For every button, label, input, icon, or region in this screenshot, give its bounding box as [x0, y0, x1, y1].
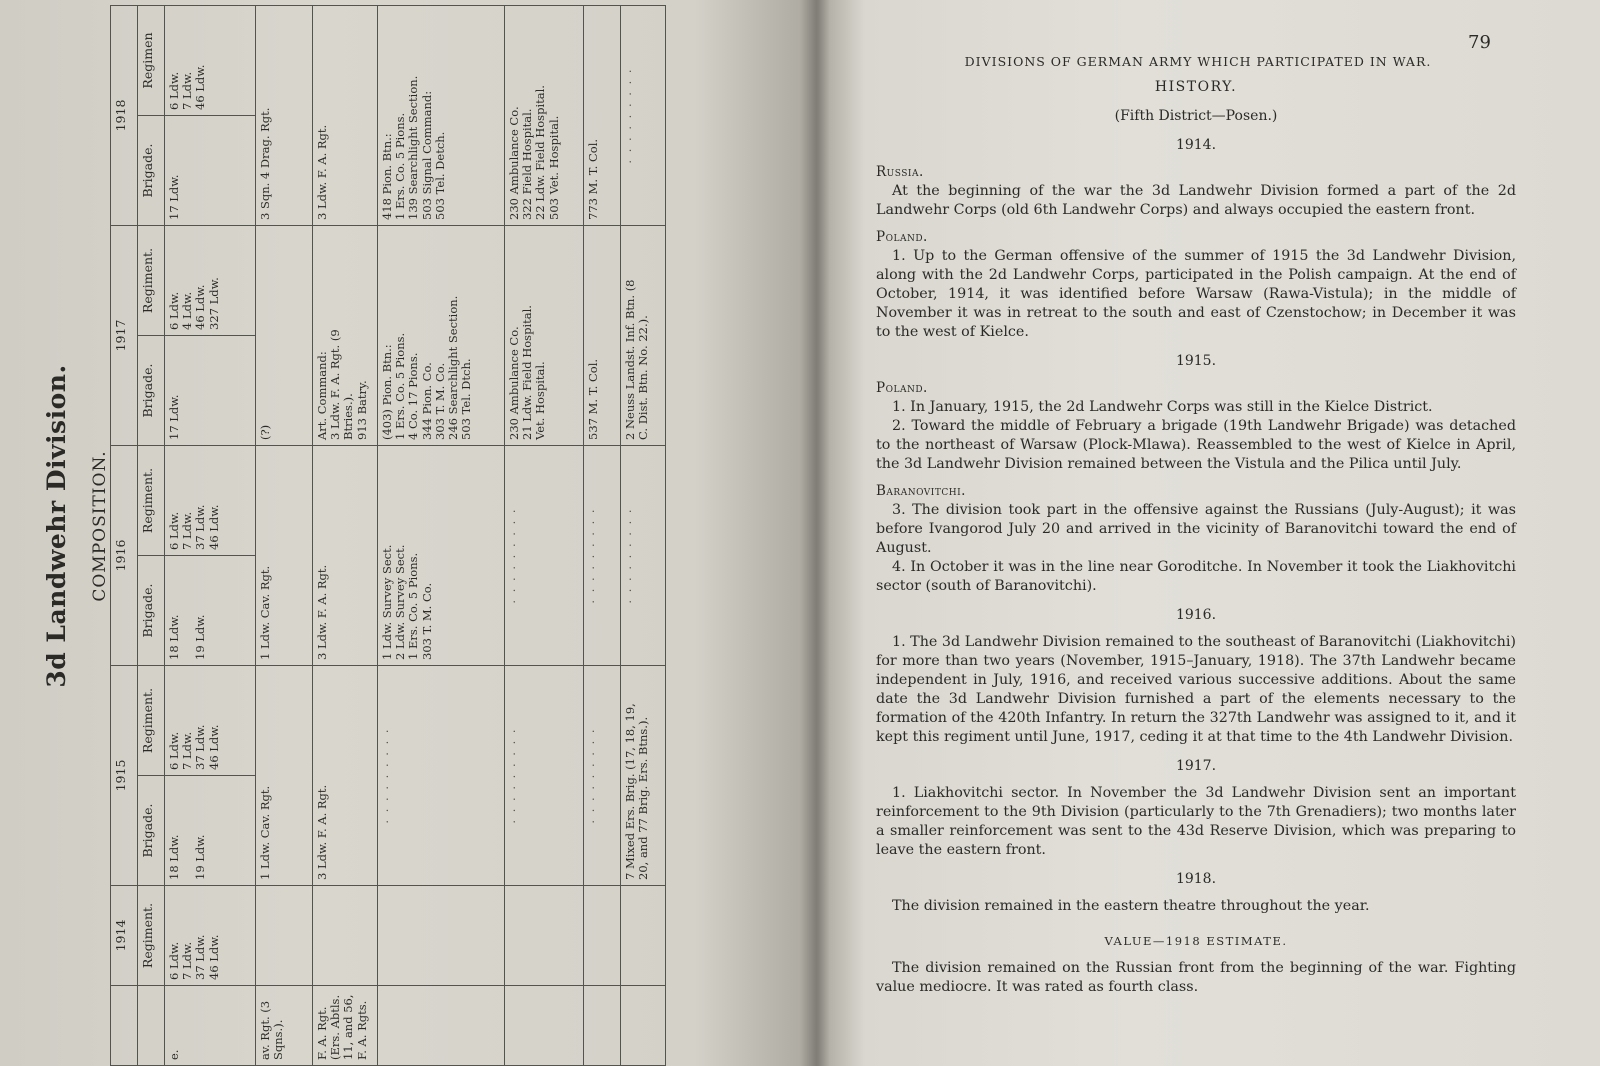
paragraph: 4. In October it was in the line near Goroditche. In November it took the Liakhovitchi sector (south of Baranovitchi).: [876, 559, 1516, 594]
column-header: Regiment.: [138, 666, 165, 776]
table-cell: 2 Neuss Landst. Inf. Btn. (8 C. Dist. Btn. No. 22.).: [621, 226, 666, 446]
paragraph: At the beginning of the war the 3d Landwehr Division formed a part of the 2d Landwehr Corps (old 6th Landwehr Corps) and always occupied the eastern front.: [876, 183, 1516, 218]
year-header: 1918: [111, 6, 138, 226]
row-label: e.: [165, 986, 256, 1066]
table-cell: [313, 886, 378, 986]
table-row: [313, 6, 378, 1066]
column-header: Regiment.: [138, 886, 165, 986]
corner-header-2: [138, 986, 165, 1066]
table-cell: [256, 886, 313, 986]
composition-heading: COMPOSITION.: [90, 450, 110, 602]
table-cell: 7 Mixed Ers. Brig. (17, 18, 19, 20, and 77 Brig. Ers. Btns.).: [621, 666, 666, 886]
composition-body: [165, 6, 666, 1066]
table-cell: [378, 886, 505, 986]
district-subtitle: (Fifth District—Posen.): [1114, 108, 1278, 124]
table-cell: 418 Pion. Btn.: 1 Ers. Co. 5 Pions. 139 Searchlight Section. 503 Signal Command: 503 Tel. Detch.: [378, 6, 505, 226]
table-cell: 18 Ldw. 19 Ldw.: [165, 556, 256, 666]
table-cell: 1 Ldw. Survey Sect. 2 Ldw. Survey Sect. 1 Ers. Co. 5 Pions. 303 T. M. Co.: [378, 446, 505, 666]
column-header-row: [138, 6, 165, 1066]
row-label: [378, 986, 505, 1066]
year-header: 1917: [111, 226, 138, 446]
section-russia: Russia.: [876, 164, 924, 180]
column-header: Regiment.: [138, 446, 165, 556]
row-label: F. A. Rgt. (Ers. Abtls. 11, and 56, F. A. Rgts.: [313, 986, 378, 1066]
table-row: [584, 6, 621, 1066]
row-label: [621, 986, 666, 1066]
page-number: 79: [1468, 32, 1491, 53]
paragraph: 1. Up to the German offensive of the summer of 1915 the 3d Landwehr Division, along with the 2d Landwehr Corps, participated in the Polish campaign. At the end of October, 1914, it was identified before Warsaw (Rawa-Vistula); in the middle of November it was in retreat to the south and east of Czenstochow; in December it was to the west of Kielce.: [876, 248, 1516, 340]
table-cell: 230 Ambulance Co. 21 Ldw. Field Hospital. Vet. Hospital.: [505, 226, 584, 446]
table-cell: 6 Ldw. 4 Ldw. 46 Ldw. 327 Ldw.: [165, 226, 256, 336]
year-heading-1916: 1916.: [1175, 607, 1217, 623]
table-cell: 1 Ldw. Cav. Rgt.: [256, 446, 313, 666]
column-header: Regimen: [138, 6, 165, 116]
table-row: [621, 6, 666, 1066]
year-header: 1915: [111, 666, 138, 886]
column-header: Brigade.: [138, 556, 165, 666]
table-cell: 3 Sqn. 4 Drag. Rgt.: [256, 6, 313, 226]
table-cell: · · · · · · · · ·: [505, 666, 584, 886]
table-cell: 6 Ldw. 7 Ldw. 37 Ldw. 46 Ldw.: [165, 666, 256, 776]
division-title: 3d Landwehr Division.: [42, 364, 71, 688]
table-row: [378, 6, 505, 1066]
table-cell: 17 Ldw.: [165, 116, 256, 226]
paragraph: 2. Toward the middle of February a brigade (19th Landwehr Brigade) was detached to the northeast of Warsaw (Plock-Mlawa). Reassembled to the west of Kielce in April, the 3d Landwehr Division remained between the Vistula and the Pilica until July.: [876, 418, 1516, 472]
column-header: Brigade.: [138, 776, 165, 886]
row-label: [505, 986, 584, 1066]
table-cell: 6 Ldw. 7 Ldw. 37 Ldw. 46 Ldw.: [165, 446, 256, 556]
table-row: [505, 6, 584, 1066]
paragraph: 3. The division took part in the offensive against the Russians (July-August); it was before Ivangorod July 20 and arrived in the vicinity of Baranovitchi toward the end of August.: [876, 502, 1516, 556]
table-cell: Art. Command: 3 Ldw. F. A. Rgt. (9 Btries.). 913 Batry.: [313, 226, 378, 446]
row-label: [584, 986, 621, 1066]
composition-table: [110, 5, 666, 1066]
section-poland: Poland.: [876, 229, 928, 245]
paragraph: 1. In January, 1915, the 2d Landwehr Corps was still in the Kielce District.: [892, 399, 1433, 415]
table-cell: (?): [256, 226, 313, 446]
table-cell: · · · · · · · · ·: [584, 446, 621, 666]
table-cell: · · · · · · · · ·: [378, 666, 505, 886]
column-header: Regiment.: [138, 226, 165, 336]
history-heading: HISTORY.: [1154, 79, 1238, 95]
table-cell: 230 Ambulance Co. 322 Field Hospital. 22 Ldw. Field Hospital. 503 Vet. Hospital.: [505, 6, 584, 226]
table-cell: 6 Ldw. 7 Ldw. 46 Ldw.: [165, 6, 256, 116]
column-header: Brigade.: [138, 116, 165, 226]
year-heading-1918: 1918.: [1175, 871, 1217, 887]
row-label: av. Rgt. (3 Sqns.).: [256, 986, 313, 1066]
table-row: [165, 6, 256, 1066]
running-head: DIVISIONS OF GERMAN ARMY WHICH PARTICIPATED IN WAR.: [964, 54, 1432, 69]
table-cell: 6 Ldw. 7 Ldw. 37 Ldw. 46 Ldw.: [165, 886, 256, 986]
table-cell: [621, 886, 666, 986]
table-cell: 18 Ldw. 19 Ldw.: [165, 776, 256, 886]
column-header: Brigade.: [138, 336, 165, 446]
year-heading-1915: 1915.: [1175, 353, 1217, 369]
section-poland-1915: Poland.: [876, 380, 928, 396]
book-gutter: [800, 0, 830, 1066]
paragraph: 1. Liakhovitchi sector. In November the 3d Landwehr Division sent an important reinforcement to the 9th Division (particularly to the 7th Grenadiers); two months later a smaller reinforcement was sent to the 43d Reserve Division, which was preparing to leave the eastern front.: [876, 785, 1516, 858]
value-heading: VALUE—1918 ESTIMATE.: [1104, 934, 1288, 948]
history-text: [876, 76, 1516, 997]
year-header: 1916: [111, 446, 138, 666]
paragraph: The division remained in the eastern theatre throughout the year.: [892, 898, 1370, 914]
section-baranovitchi: Baranovitchi.: [876, 483, 966, 499]
paragraph: 1. The 3d Landwehr Division remained to the southeast of Baranovitchi (Liakhovitchi) for more than two years (November, 1915–January, 1918). The 37th Landwehr became independent in July, 1916, and received various successive additions. About the same date the 3d Landwehr Division furnished a part of the elements necessary to the formation of the 420th Infantry. In return the 327th Landwehr was assigned to it, and it kept this regiment until June, 1917, ceding it at that time to the 4th Landwehr Division.: [876, 634, 1517, 745]
table-cell: · · · · · · · · ·: [621, 446, 666, 666]
right-page: [818, 0, 1600, 1066]
table-cell: 3 Ldw. F. A. Rgt.: [313, 446, 378, 666]
rotated-composition: [38, 6, 750, 1066]
table-cell: (403) Pion. Btn.: 1 Ers. Co. 5 Pions. 4 Co. 17 Pions. 344 Pion. Co. 303 T. M. Co. 246 Searchlight Section. 503 Tel. Dtch.: [378, 226, 505, 446]
table-cell: 3 Ldw. F. A. Rgt.: [313, 666, 378, 886]
corner-header: [111, 986, 138, 1066]
table-cell: 537 M. T. Col.: [584, 226, 621, 446]
year-header-row: [111, 6, 138, 1066]
table-cell: · · · · · · · · ·: [621, 6, 666, 226]
table-cell: 17 Ldw.: [165, 336, 256, 446]
year-heading-1914: 1914.: [1175, 137, 1217, 153]
table-cell: 1 Ldw. Cav. Rgt.: [256, 666, 313, 886]
table-cell: [584, 886, 621, 986]
table-cell: · · · · · · · · ·: [584, 666, 621, 886]
year-header: 1914: [111, 886, 138, 986]
table-cell: · · · · · · · · ·: [505, 446, 584, 666]
year-heading-1917: 1917.: [1175, 758, 1217, 774]
table-row: [256, 6, 313, 1066]
table-cell: 773 M. T. Col.: [584, 6, 621, 226]
table-cell: [505, 886, 584, 986]
paragraph: The division remained on the Russian front from the beginning of the war. Fighting value mediocre. It was rated as fourth class.: [876, 960, 1516, 995]
table-cell: 3 Ldw. F. A. Rgt.: [313, 6, 378, 226]
